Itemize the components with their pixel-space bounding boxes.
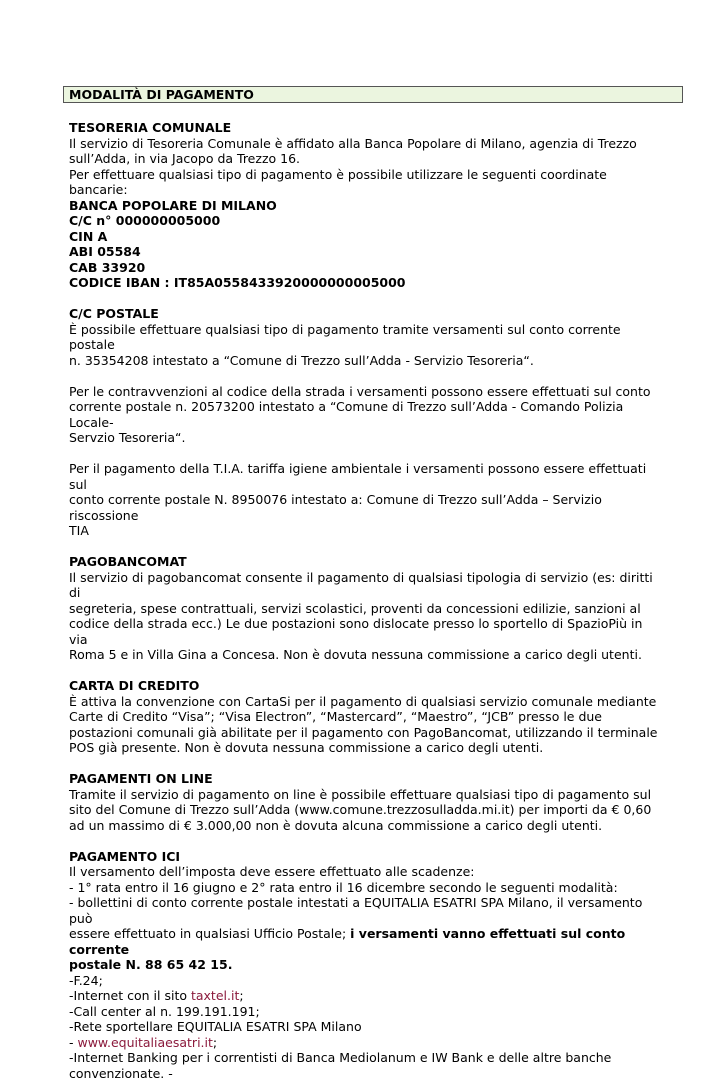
- document-body: [69, 120, 664, 1081]
- text-line: sito del Comune di Trezzo sull’Adda (www.comune.trezzosulladda.mi.it) per importi da € 0,60: [69, 802, 664, 818]
- text-line: Il servizio di pagobancomat consente il pagamento di qualsiasi tipologia di servizio (es: diritti di: [69, 570, 664, 601]
- text-span: -: [69, 1035, 77, 1050]
- cab-code: CAB 33920: [69, 260, 664, 276]
- tesoreria-heading: TESORERIA COMUNALE: [69, 120, 664, 136]
- text-line: -Rete sportellare EQUITALIA ESATRI SPA Milano: [69, 1019, 664, 1035]
- text-span: ;: [239, 988, 243, 1003]
- section-title-box: [63, 86, 683, 103]
- text-line: -Internet Banking per i correntisti di Banca Mediolanum e IW Bank e delle altre banche: [69, 1050, 664, 1066]
- text-line: convenzionate. -: [69, 1066, 664, 1081]
- text-line: Per le contravvenzioni al codice della strada i versamenti possono essere effettuati sul conto: [69, 384, 664, 400]
- equitalia-link[interactable]: www.equitaliaesatri.it: [77, 1035, 212, 1050]
- text-line: Tramite il servizio di pagamento on line è possibile effettuare qualsiasi tipo di pagamento sul: [69, 787, 664, 803]
- text-line: codice della strada ecc.) Le due postazioni sono dislocate presso lo sportello di SpazioPiù in via: [69, 616, 664, 647]
- text-span: ;: [213, 1035, 217, 1050]
- account-number: C/C n° 000000005000: [69, 213, 664, 229]
- page-title: MODALITÀ DI PAGAMENTO: [69, 87, 254, 102]
- text-line: TIA: [69, 523, 664, 539]
- text-line: POS già presente. Non è dovuta nessuna commissione a carico degli utenti.: [69, 740, 664, 756]
- abi-code: ABI 05584: [69, 244, 664, 260]
- text-line: - bollettini di conto corrente postale intestati a EQUITALIA ESATRI SPA Milano, il versamento può: [69, 895, 664, 926]
- taxtel-link[interactable]: taxtel.it: [191, 988, 239, 1003]
- text-line: segreteria, spese contrattuali, servizi scolastici, proventi da concessioni edilizie, sanzioni al: [69, 601, 664, 617]
- text-line: -Call center al n. 199.191.191;: [69, 1004, 664, 1020]
- postale-heading: C/C POSTALE: [69, 306, 664, 322]
- iban-code: CODICE IBAN : IT85A0558433920000000005000: [69, 275, 664, 291]
- text-line: sull’Adda, in via Jacopo da Trezzo 16.: [69, 151, 664, 167]
- text-line: Per il pagamento della T.I.A. tariffa igiene ambientale i versamenti possono essere effettuati sul: [69, 461, 664, 492]
- text-line: [69, 988, 664, 1004]
- pagobancomat-heading: PAGOBANCOMAT: [69, 554, 664, 570]
- ici-heading: PAGAMENTO ICI: [69, 849, 664, 865]
- text-line: Carte di Credito “Visa”; “Visa Electron”, “Mastercard”, “Maestro”, “JCB” presso le due: [69, 709, 664, 725]
- carta-heading: CARTA DI CREDITO: [69, 678, 664, 694]
- text-line: -F.24;: [69, 973, 664, 989]
- text-span: -Internet con il sito: [69, 988, 191, 1003]
- text-line: [69, 926, 664, 957]
- text-line: Servzio Tesoreria“.: [69, 430, 664, 446]
- text-line: Roma 5 e in Villa Gina a Concesa. Non è dovuta nessuna commissione a carico degli utenti.: [69, 647, 664, 663]
- bold-notice: i versamenti vanno effettuati sul conto corrente: [69, 926, 625, 957]
- text-line: postazioni comunali già abilitate per il pagamento con PagoBancomat, utilizzando il terminale: [69, 725, 664, 741]
- text-line: È attiva la convenzione con CartaSi per il pagamento di qualsiasi servizio comunale mediante: [69, 694, 664, 710]
- text-line: Il servizio di Tesoreria Comunale è affidato alla Banca Popolare di Milano, agenzia di Trezzo: [69, 136, 664, 152]
- text-line: corrente postale n. 20573200 intestato a “Comune di Trezzo sull’Adda - Comando Polizia Locale-: [69, 399, 664, 430]
- text-line: È possibile effettuare qualsiasi tipo di pagamento tramite versamenti sul conto corrente postale: [69, 322, 664, 353]
- text-line: Il versamento dell’imposta deve essere effettuato alle scadenze:: [69, 864, 664, 880]
- text-line: n. 35354208 intestato a “Comune di Trezzo sull’Adda - Servizio Tesoreria“.: [69, 353, 664, 369]
- text-line: [69, 1035, 664, 1051]
- text-line: ad un massimo di € 3.000,00 non è dovuta alcuna commissione a carico degli utenti.: [69, 818, 664, 834]
- online-heading: PAGAMENTI ON LINE: [69, 771, 664, 787]
- bank-name: BANCA POPOLARE DI MILANO: [69, 198, 664, 214]
- cin-code: CIN A: [69, 229, 664, 245]
- text-span: essere effettuato in qualsiasi Ufficio Postale;: [69, 926, 350, 941]
- text-line: - 1° rata entro il 16 giugno e 2° rata entro il 16 dicembre secondo le seguenti modalità:: [69, 880, 664, 896]
- postal-account-notice: postale N. 88 65 42 15.: [69, 957, 664, 973]
- text-line: conto corrente postale N. 8950076 intestato a: Comune di Trezzo sull’Adda – Servizio riscossione: [69, 492, 664, 523]
- text-line: Per effettuare qualsiasi tipo di pagamento è possibile utilizzare le seguenti coordinate bancarie:: [69, 167, 664, 198]
